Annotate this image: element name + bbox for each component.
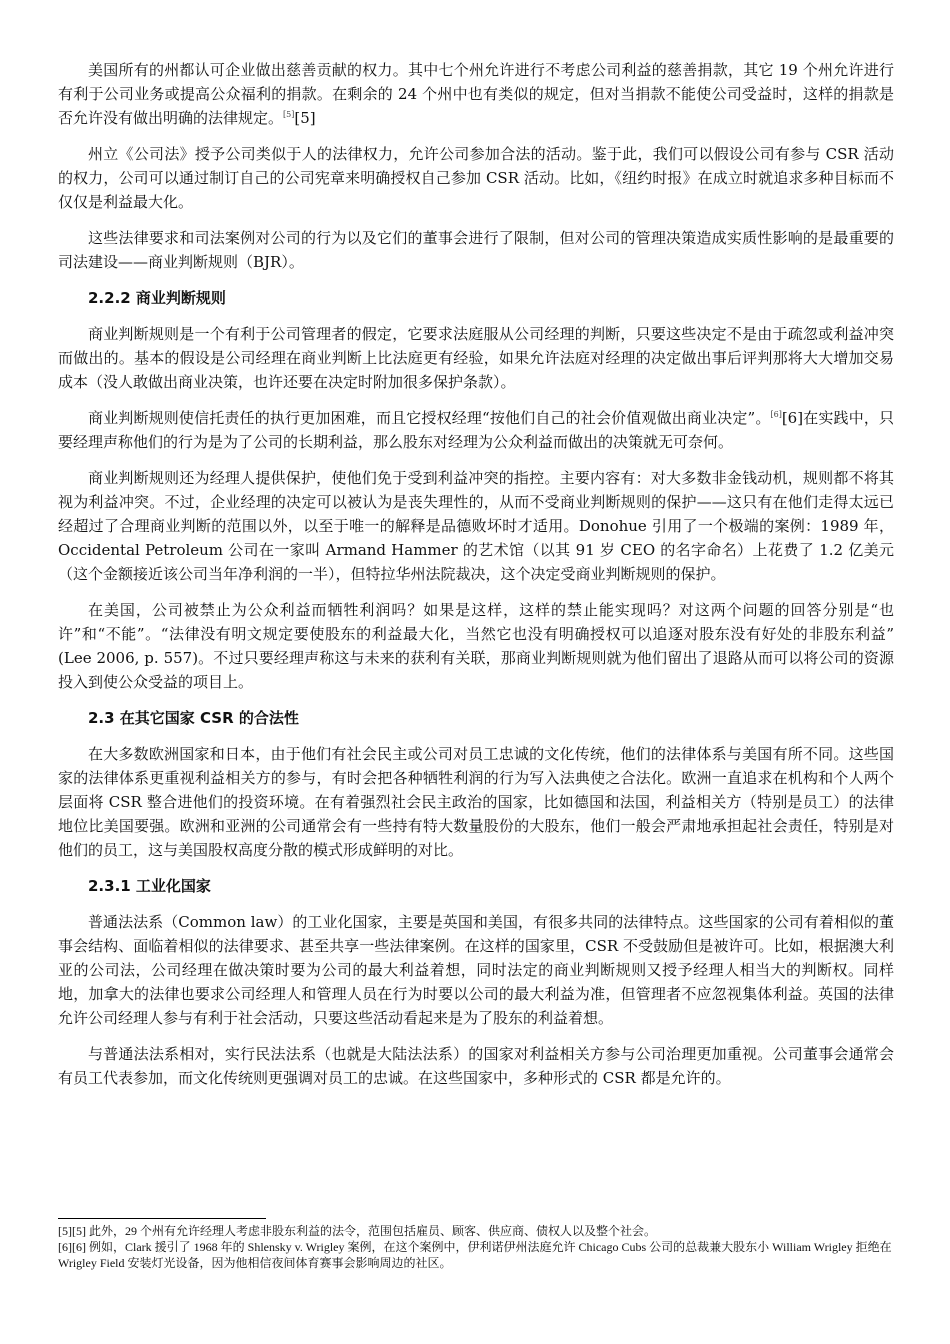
paragraph-us-profit-sacrifice: 在美国，公司被禁止为公众利益而牺牲利润吗？如果是这样，这样的禁止能实现吗？对这两个问题的回答分别是“也许”和“不能”。“法律没有明文规定要使股东的利益最大化，当然它也没有明确授权可以追逐对股东没有好处的非股东利益” (Lee 2006, p. 557)。不过只要经理声称这与未来的获利有关联，那商业判断规则就为他们留出了退路从而可以将公司的资源投入到使公众受益的项目上。: [58, 601, 894, 691]
section-heading-2-3-1: 2.3.1 工业化国家: [88, 877, 211, 895]
paragraph-bjr-definition: 商业判断规则是一个有利于公司管理者的假定，它要求法庭服从公司经理的判断，只要这些决定不是由于疏忽或利益冲突而做出的。基本的假设是公司经理在商业判断上比法庭更有经验，如果允许法庭对经理的决定做出事后评判那将大大增加交易成本（没人敢做出商业决策，也许还要在决定时附加很多保护条款）。: [58, 325, 894, 391]
footnote-ref-5[interactable]: [5]: [283, 110, 295, 119]
section-heading-2-2-2: 2.2.2 商业判断规则: [88, 289, 226, 307]
paragraph-bjr-fiduciary: 商业判断规则使信托责任的执行更加困难，而且它授权经理“按他们自己的社会价值观做出商业决定”。[6][6]在实践中，只要经理声称他们的行为是为了公司的长期利益，那么股东对经理为公众利益而做出的决策就无可奈何。: [58, 409, 895, 451]
paragraph-europe-japan: 在大多数欧洲国家和日本，由于他们有社会民主或公司对员工忠诚的文化传统，他们的法律体系与美国有所不同。这些国家的法律体系更重视利益相关方的参与，有时会把各种牺牲利润的行为写入法典使之合法化。欧洲一直追求在机构和个人两个层面将 CSR 整合进他们的投资环境。在有着强烈社会民主政治的国家，比如德国和法国，利益相关方（特别是员工）的法律地位比美国要强。欧洲和亚洲的公司通常会有一些持有特大数量股份的大股东，他们一般会严肃地承担起社会责任，特别是对他们的员工，这与美国股权高度分散的模式形成鲜明的对比。: [58, 745, 894, 859]
paragraph-state-corporate-law: 州立《公司法》授予公司类似于人的法律权力，允许公司参加合法的活动。鉴于此，我们可以假设公司有参与 CSR 活动的权力，公司可以通过制订自己的公司宪章来明确授权自己参加 CSR 活动。比如，《纽约时报》在成立时就追求多种目标而不仅仅是利益最大化。: [58, 145, 894, 211]
footnote-divider: [58, 1218, 266, 1219]
footnotes: [58, 1218, 894, 1271]
footnote-ref-6[interactable]: [6]: [770, 410, 782, 419]
footnote-5: [5][5] 此外，29 个州有允许经理人考虑非股东利益的法令，范围包括雇员、顾客、供应商、债权人以及整个社会。: [58, 1224, 656, 1238]
footnote-6: [6][6] 例如，Clark 援引了 1968 年的 Shlensky v. Wrigley 案例，在这个案例中，伊利诺伊州法庭允许 Chicago Cubs 公司的总裁兼大股东小 William Wrigley 拒绝在 Wrigley Field 安装灯光设备，因为他相信夜间体育赛事会影响周边的社区。: [58, 1240, 892, 1270]
paragraph-bjr-intro: 这些法律要求和司法案例对公司的行为以及它们的董事会进行了限制，但对公司的管理决策造成实质性影响的是最重要的司法建设——商业判断规则（BJR）。: [58, 229, 894, 271]
paragraph-civil-law: 与普通法法系相对，实行民法法系（也就是大陆法法系）的国家对利益相关方参与公司治理更加重视。公司董事会通常会有员工代表参加，而文化传统则更强调对员工的忠诚。在这些国家中，多种形式的 CSR 都是允许的。: [58, 1045, 894, 1087]
document-body: [58, 58, 894, 1102]
section-heading-2-3: 2.3 在其它国家 CSR 的合法性: [88, 709, 299, 727]
paragraph-charitable-contributions: 美国所有的州都认可企业做出慈善贡献的权力。其中七个州允许进行不考虑公司利益的慈善捐款，其它 19 个州允许进行有利于公司业务或提高公众福利的捐款。在剩余的 24 个州中也有类似的规定，但对当捐款不能使公司受益时，这样的捐款是否允许没有做出明确的法律规定。[5][5]: [58, 61, 894, 127]
paragraph-bjr-protection: 商业判断规则还为经理人提供保护，使他们免于受到利益冲突的指控。主要内容有：对大多数非金钱动机，规则都不将其视为利益冲突。不过，企业经理的决定可以被认为是丧失理性的，从而不受商业判断规则的保护——这只有在他们走得太远已经超过了合理商业判断的范围以外，以至于唯一的解释是品德败坏时才适用。Donohue 引用了一个极端的案例：1989 年，Occidental Petroleum 公司在一家叫 Armand Hammer 的艺术馆（以其 91 岁 CEO 的名字命名）上花费了 1.2 亿美元（这个金额接近该公司当年净利润的一半），但特拉华州法院裁决，这个决定受商业判断规则的保护。: [58, 469, 894, 583]
paragraph-common-law: 普通法法系（Common law）的工业化国家，主要是英国和美国，有很多共同的法律特点。这些国家的公司有着相似的董事会结构、面临着相似的法律要求、甚至共享一些法律案例。在这样的国家里，CSR 不受鼓励但是被许可。比如，根据澳大利亚的公司法，公司经理在做决策时要为公司的最大利益着想，同时法定的商业判断规则又授予经理人相当大的判断权。同样地，加拿大的法律也要求公司经理人和管理人员在行为时要以公司的最大利益为准，但管理者不应忽视集体利益。英国的法律允许公司经理人参与有利于社会活动，只要这些活动看起来是为了股东的利益着想。: [58, 913, 894, 1027]
